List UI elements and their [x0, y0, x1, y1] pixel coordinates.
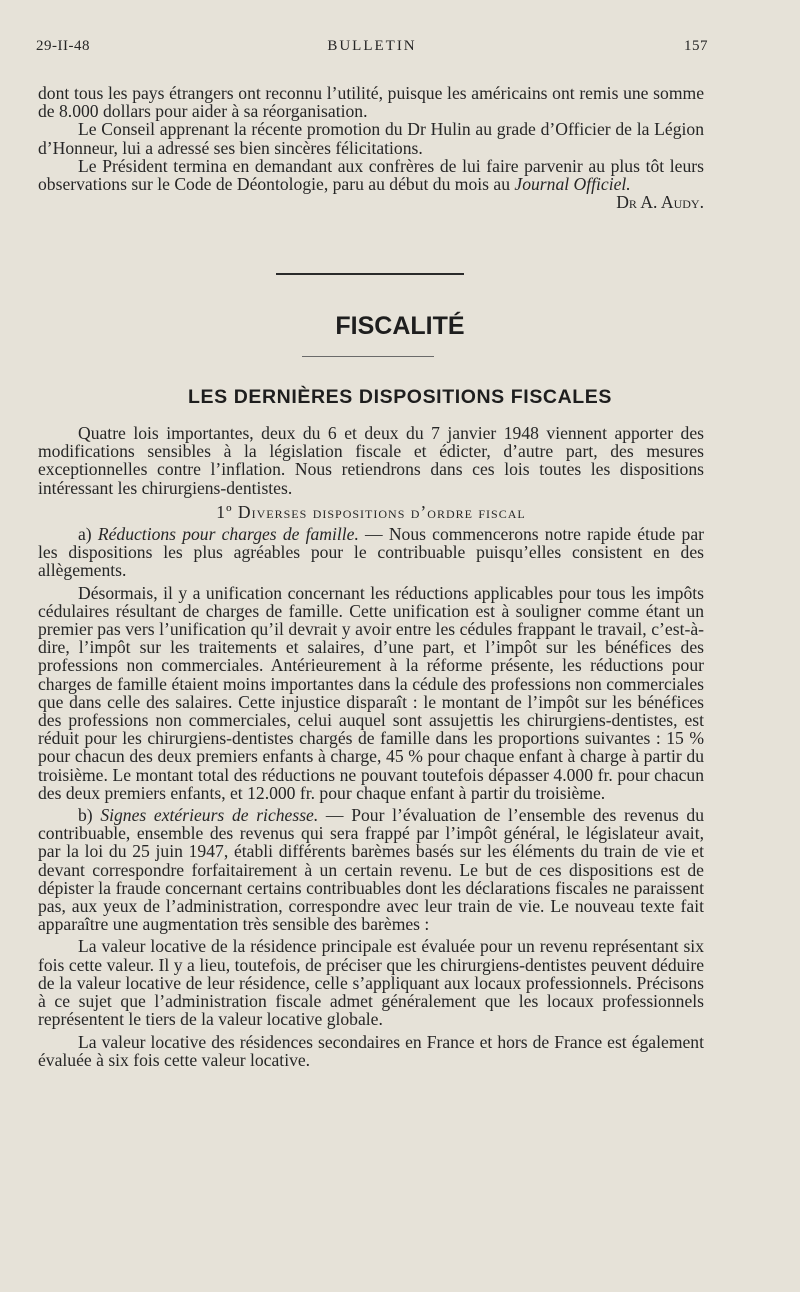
signature: Dr A. Audy. [616, 192, 704, 213]
section-b-paragraph-2: La valeur locative de la résidence principale est évaluée pour un revenu représentant six fois cette valeur. Il y a lieu, toutefois, de préciser que les chirurgiens-dentistes peuvent déduire de la valeur locative de leur résidence, celle s’appliquant aux locaux professionnels. Précisons à ce sujet que l’administration fiscale admet généralement que les locaux professionnels représentent le tiers de la valeur locative globale. [38, 936, 704, 1030]
part-1-title: 1º Diverses dispositions d’ordre fiscal [216, 501, 526, 522]
journal-officiel-title: Journal Officiel. [514, 174, 631, 195]
article-body [38, 424, 704, 1069]
header-title: BULLETIN [327, 38, 417, 54]
opening-block [38, 84, 704, 211]
page-header [36, 38, 708, 60]
opening-paragraph-3 [38, 157, 704, 193]
opening-paragraph-2: Le Conseil apprenant la récente promotion du Dr Hulin au grade d’Officier de la Légion d’Honneur, lui a adressé ses bien sincères félicitations. [38, 119, 704, 158]
section-divider [276, 273, 464, 275]
section-a-label: a) [78, 524, 98, 545]
section-b-text: — Pour l’évaluation de l’ensemble des revenus du contribuable, ensemble des revenus qui sera frappé par l’impôt général, le législateur avait, par la loi du 25 juin 1947, établi différents barèmes basés sur les éléments du train de vie et devant correspondre forfaitairement à un certain revenu. Le but de ces dispositions est de dépister la fraude concernant certains contribuables dont les déclarations fiscales ne paraissent pas, aux yeux de l’administration, correspondre avec leur train de vie. Le nouveau texte fait apparaître une augmentation très sensible des barèmes : [38, 805, 704, 935]
section-a-paragraph-2: Désormais, il y a unification concernant les réductions applicables pour tous les impôts cédulaires résultant de charges de famille. Cette unification est à souligner comme étant un premier pas vers l’unification qu’il devrait y avoir entre les cédules frappant le travail, c’est-à-dire, l’impôt sur les traitements et salaires, d’une part, et l’impôt sur les bénéfices des professions non commerciales. Antérieurement à la réforme présente, les réductions pour charges de famille étaient moins importantes dans la cédule des professions non commerciales que dans celle des salaires. Cette injustice disparaît : le montant de l’impôt sur les bénéfices des professions non commerciales, celui auquel sont assujettis les chirurgiens-dentistes, est réduit pour les chirurgiens-dentistes chargés de famille dans les proportions suivantes : 15 % pour chacun des deux premiers enfants à charge, 45 % pour chaque enfant à charge à partir du troisième. Le montant total des réductions ne pouvant toutefois dépasser 4.000 fr. pour chacun des deux premiers enfants, et 12.000 fr. pour chaque enfant à partir du troisième. [38, 582, 704, 803]
opening-paragraph-1: dont tous les pays étrangers ont reconnu l’utilité, puisque les américains ont remis une somme de 8.000 dollars pour aider à sa réorganisation. [38, 83, 704, 122]
section-b-label: b) [78, 805, 101, 826]
section-a-text: — Nous commencerons notre rapide étude par les dispositions les plus agréables pour le contribuable puisqu’elles consistent en des allègements. [38, 524, 704, 581]
opening-paragraph-3-text: Le Président termina en demandant aux confrères de lui faire parvenir au plus tôt leurs observations sur le Code de Déontologie, paru au début du mois au [38, 155, 704, 195]
section-b-title: Signes extérieurs de richesse. [100, 805, 319, 826]
article-title: LES DERNIÈRES DISPOSITIONS FISCALES [187, 386, 613, 408]
header-date: 29-II-48 [36, 38, 90, 54]
section-heading: FISCALITÉ [335, 312, 465, 340]
header-page-number: 157 [684, 38, 708, 54]
intro-paragraph: Quatre lois importantes, deux du 6 et deux du 7 janvier 1948 viennent apporter des modifications sensibles à la législation fiscale et édicter, d’autre part, des mesures exceptionnelles contre l’inflation. Nous retiendrons dans ces lois toutes les dispositions intéressant les chirurgiens-dentistes. [38, 423, 704, 498]
section-a-paragraph [38, 525, 704, 580]
section-b-paragraph [38, 806, 704, 933]
section-a-title: Réductions pour charges de famille. [97, 524, 359, 545]
heading-underline [302, 356, 434, 357]
section-b-paragraph-3: La valeur locative des résidences secondaires en France et hors de France est également évaluée à six fois cette valeur locative. [38, 1031, 704, 1070]
